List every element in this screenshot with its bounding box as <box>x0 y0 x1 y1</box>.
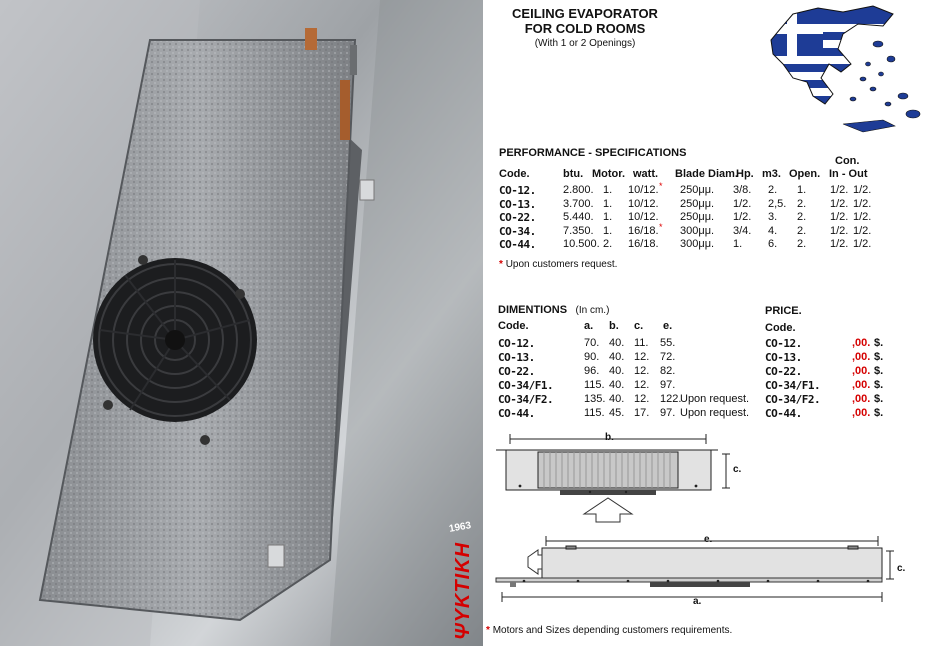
perf-open-cell: 2. <box>797 211 807 223</box>
title-line-2: FOR COLD ROOMS <box>524 21 646 36</box>
dim-c-cell: 11. <box>634 337 649 349</box>
price-currency-cell: $. <box>874 351 884 363</box>
perf-motor-cell: 1. <box>603 211 613 223</box>
dim-e-cell: 97. <box>660 407 676 419</box>
perf-m3-cell: 2,5. <box>768 197 787 210</box>
col-blade: Blade Diam. <box>675 168 738 180</box>
price-amount-cell: ,00. <box>852 351 871 363</box>
perf-btu-cell: 7.350. <box>563 224 594 237</box>
dim-col-code: Code. <box>498 320 529 332</box>
footer-note <box>486 625 732 636</box>
footer-text: Motors and Sizes depending customers requirements. <box>492 625 733 636</box>
price-currency-cell: $. <box>874 379 884 391</box>
price-code-label: Code. <box>765 322 796 334</box>
perf-out-cell: 1/2. <box>853 238 872 250</box>
price-amount-cell: ,00. <box>852 337 871 349</box>
diagram-label-b: b. <box>605 432 614 443</box>
dim-col-c: c. <box>634 320 644 332</box>
brand-year: 1963 <box>448 520 473 535</box>
dim-b-cell: 40. <box>609 365 625 377</box>
perf-in-cell: 1/2. <box>830 197 849 210</box>
price-heading: PRICE. <box>765 305 802 317</box>
perf-code-cell: CO-22. <box>499 211 536 224</box>
perf-btu-cell: 5.440. <box>563 211 594 223</box>
perf-blade-cell: 250μμ. <box>680 211 715 223</box>
price-code-cell: CO-44. <box>765 407 802 420</box>
dim-c-cell: 12. <box>634 365 650 377</box>
perf-blade-cell: 250μμ. <box>680 184 715 196</box>
perf-out-cell: 1/2. <box>853 211 872 223</box>
dim-code-cell: CO-34/F2. <box>498 393 554 406</box>
dim-col-b: b. <box>609 320 619 332</box>
perf-blade-cell: 300μμ. <box>680 224 715 237</box>
price-code-cell: CO-13. <box>765 351 802 364</box>
col-in-out: In - Out <box>829 168 868 180</box>
dim-code-cell: CO-34/F1. <box>498 379 554 392</box>
col-code: Code. <box>499 168 530 180</box>
col-m3: m3. <box>762 168 781 180</box>
perf-out-cell: 1/2. <box>853 184 872 196</box>
dim-code-cell: CO-12. <box>498 337 535 350</box>
dim-e-cell: 82. <box>660 365 676 377</box>
perf-star-mark: * <box>659 181 663 191</box>
perf-motor-cell: 1. <box>603 224 613 237</box>
dim-col-e: e. <box>663 320 673 332</box>
dim-e-cell: 72. <box>660 351 676 363</box>
perf-open-cell: 2. <box>797 197 807 210</box>
dim-note-cell: Upon request. <box>680 393 750 405</box>
footer-star: * <box>486 625 490 636</box>
diagram-label-c-bottom: c. <box>897 563 906 574</box>
price-currency-cell: $. <box>874 407 884 419</box>
performance-heading: PERFORMANCE - SPECIFICATIONS <box>499 147 687 159</box>
dimensions-heading: DIMENTIONS <box>498 304 568 316</box>
price-code-cell: CO-22. <box>765 365 802 378</box>
dim-code-cell: CO-22. <box>498 365 535 378</box>
perf-btu-cell: 3.700. <box>563 197 594 210</box>
dim-b-cell: 45. <box>609 407 625 419</box>
col-btu: btu. <box>563 168 584 180</box>
perf-motor-cell: 2. <box>603 238 613 250</box>
con-label: Con. <box>835 155 860 167</box>
perf-code-cell: CO-12. <box>499 184 536 197</box>
perf-m3-cell: 3. <box>768 211 778 223</box>
price-amount-cell: ,00. <box>852 407 871 419</box>
perf-open-cell: 1. <box>797 184 807 196</box>
page-title <box>495 6 675 36</box>
price-code-cell: CO-34/F2. <box>765 393 821 406</box>
dim-e-cell: 97. <box>660 379 676 391</box>
col-open: Open. <box>789 168 821 180</box>
perf-out-cell: 1/2. <box>853 197 872 210</box>
dim-c-cell: 12. <box>634 379 650 391</box>
perf-in-cell: 1/2. <box>830 184 849 196</box>
perf-btu-cell: 10.500. <box>563 238 600 250</box>
dim-note-cell: Upon request. <box>680 407 750 419</box>
dim-a-cell: 96. <box>584 365 600 377</box>
perf-out-cell: 1/2. <box>853 224 872 237</box>
dim-code-cell: CO-44. <box>498 407 535 420</box>
dim-col-a: a. <box>584 320 594 332</box>
dim-c-cell: 17. <box>634 407 650 419</box>
page-subtitle: (With 1 or 2 Openings) <box>534 38 636 49</box>
diagram-label-c-top: c. <box>733 464 742 475</box>
price-currency-cell: $. <box>874 365 884 377</box>
perf-watt-cell: 10/12. <box>628 211 659 223</box>
perf-m3-cell: 2. <box>768 184 778 196</box>
perf-hp-cell: 3/4. <box>733 224 752 237</box>
perf-btu-cell: 2.800. <box>563 184 594 196</box>
col-watt: watt. <box>633 168 659 180</box>
performance-note <box>499 259 617 270</box>
dim-b-cell: 40. <box>609 393 625 405</box>
price-currency-cell: $. <box>874 393 884 405</box>
dim-a-cell: 135. <box>584 393 606 405</box>
note-text: Upon customers request. <box>505 259 618 270</box>
price-code-cell: CO-34/F1. <box>765 379 821 392</box>
greece-flag-map <box>763 4 928 134</box>
dim-e-cell: 122. <box>660 393 682 405</box>
perf-code-cell: CO-13. <box>499 197 536 211</box>
perf-code-cell: CO-34. <box>499 224 536 238</box>
perf-hp-cell: 1/2. <box>733 197 752 210</box>
dim-a-cell: 115. <box>584 379 605 391</box>
dimensions-heading-block <box>498 300 609 318</box>
perf-in-cell: 1/2. <box>830 238 849 250</box>
perf-star-mark: * <box>659 221 663 232</box>
col-hp: Hp. <box>736 168 754 180</box>
perf-watt-cell: 16/18. <box>628 224 659 237</box>
perf-in-cell: 1/2. <box>830 224 849 237</box>
dim-a-cell: 70. <box>584 337 600 349</box>
perf-open-cell: 2. <box>797 238 807 250</box>
perf-blade-cell: 300μμ. <box>680 238 715 250</box>
col-motor: Motor. <box>592 168 625 180</box>
perf-watt-cell: 10/12. <box>628 184 659 196</box>
title-line-1: CEILING EVAPORATOR <box>512 6 658 21</box>
price-amount-cell: ,00. <box>852 379 871 391</box>
price-amount-cell: ,00. <box>852 393 871 405</box>
perf-motor-cell: 1. <box>603 184 613 196</box>
dim-b-cell: 40. <box>609 379 625 391</box>
perf-hp-cell: 1/2. <box>733 211 752 223</box>
dim-e-cell: 55. <box>660 337 676 349</box>
dimensions-unit: (In cm.) <box>575 305 610 316</box>
dim-c-cell: 12. <box>634 393 650 405</box>
dim-b-cell: 40. <box>609 337 625 349</box>
perf-code-cell: CO-44. <box>499 238 536 251</box>
perf-watt-cell: 10/12. <box>628 197 659 210</box>
perf-m3-cell: 6. <box>768 238 778 250</box>
perf-motor-cell: 1. <box>603 197 613 210</box>
price-amount-cell: ,00. <box>852 365 871 377</box>
dim-b-cell: 40. <box>609 351 625 363</box>
diagram-label-e: e. <box>704 534 713 545</box>
diagram-label-a: a. <box>693 596 702 607</box>
price-code-cell: CO-12. <box>765 337 802 350</box>
dim-code-cell: CO-13. <box>498 351 535 364</box>
perf-hp-cell: 3/8. <box>733 184 752 196</box>
perf-blade-cell: 250μμ. <box>680 197 715 210</box>
dim-a-cell: 90. <box>584 351 600 363</box>
price-currency-cell: $. <box>874 337 884 349</box>
perf-in-cell: 1/2. <box>830 211 849 223</box>
perf-m3-cell: 4. <box>768 224 778 237</box>
perf-open-cell: 2. <box>797 224 807 237</box>
perf-watt-cell: 16/18. <box>628 238 659 250</box>
brand-logo: ΨΥΚΤΙΚΗ <box>452 541 474 640</box>
perf-hp-cell: 1. <box>733 238 743 250</box>
dim-c-cell: 12. <box>634 351 650 363</box>
dim-a-cell: 115. <box>584 407 605 419</box>
note-star: * <box>499 259 503 270</box>
